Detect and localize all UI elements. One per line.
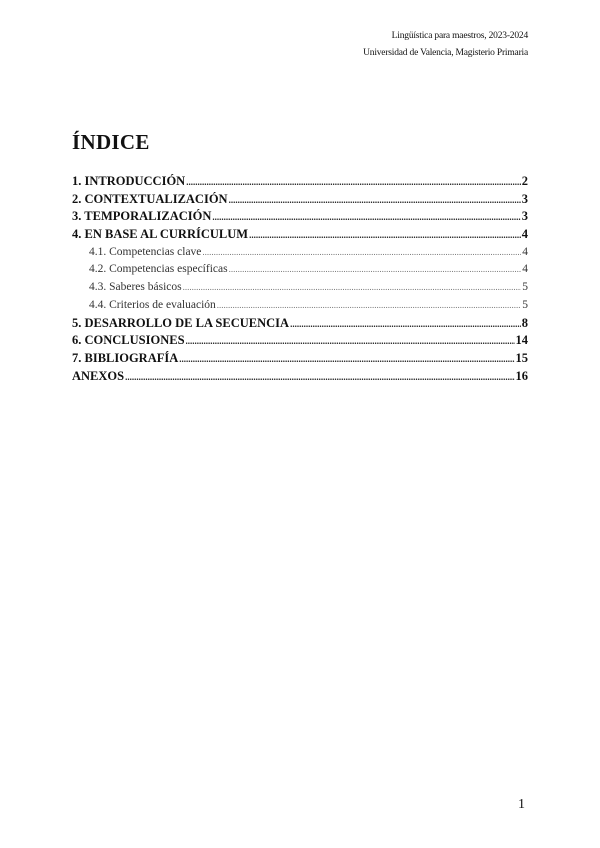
toc-entry-label: 3. TEMPORALIZACIÓN [72, 209, 212, 224]
toc-entry-introduccion[interactable] [72, 173, 528, 191]
header-course: Lingüística para maestros, 2023-2024 [391, 31, 528, 41]
toc-entry-anexos[interactable] [72, 368, 528, 386]
toc-entry-label: 4.1. Competencias clave [89, 245, 202, 258]
toc-dot-leader [217, 297, 521, 315]
header-institution: Universidad de Valencia, Magisterio Primaria [363, 48, 528, 58]
toc-entry-page: 3 [521, 191, 528, 206]
toc-entry-label: 6. CONCLUSIONES [72, 333, 185, 348]
toc-entry-bibliografia[interactable] [72, 350, 528, 368]
toc-entry-curriculum[interactable] [72, 226, 528, 244]
toc-entry-criterios-evaluacion[interactable] [72, 297, 528, 315]
toc-dot-leader [186, 333, 515, 351]
toc-entry-label: 4. EN BASE AL CURRÍCULUM [72, 227, 249, 242]
toc-entry-label: 4.3. Saberes básicos [89, 281, 182, 294]
toc-entry-label: 5. DESARROLLO DE LA SECUENCIA [72, 315, 290, 330]
table-of-contents [72, 173, 528, 385]
toc-dot-leader [212, 209, 520, 227]
toc-entry-competencias-especificas[interactable] [72, 261, 528, 279]
toc-dot-leader [229, 192, 521, 210]
toc-entry-page: 4 [522, 245, 528, 258]
toc-entry-competencias-clave[interactable] [72, 244, 528, 262]
toc-entry-page: 8 [521, 315, 528, 330]
toc-entry-saberes-basicos[interactable] [72, 279, 528, 297]
toc-dot-leader [186, 174, 521, 192]
toc-entry-page: 3 [521, 209, 528, 224]
toc-entry-label: 1. INTRODUCCIÓN [72, 174, 186, 188]
toc-dot-leader [229, 261, 522, 279]
toc-entry-page: 16 [515, 368, 528, 383]
toc-entry-page: 2 [521, 174, 528, 188]
page-title: ÍNDICE [72, 130, 150, 154]
toc-entry-desarrollo[interactable] [72, 315, 528, 333]
toc-entry-contextualizacion[interactable] [72, 191, 528, 209]
toc-entry-label: ANEXOS [72, 368, 125, 383]
page-header [363, 28, 528, 62]
toc-entry-temporalizacion[interactable] [72, 208, 528, 226]
toc-dot-leader [290, 316, 521, 334]
toc-entry-label: 7. BIBLIOGRAFÍA [72, 350, 179, 365]
toc-entry-page: 4 [521, 227, 528, 242]
toc-entry-page: 4 [522, 263, 528, 276]
toc-dot-leader [249, 227, 521, 245]
toc-entry-label: 2. CONTEXTUALIZACIÓN [72, 191, 228, 206]
toc-dot-leader [202, 244, 521, 262]
toc-entry-label: 4.2. Competencias específicas [89, 263, 228, 276]
toc-dot-leader [183, 279, 522, 297]
toc-dot-leader [179, 351, 514, 369]
toc-entry-label: 4.4. Criterios de evaluación [89, 298, 216, 311]
toc-entry-conclusiones[interactable] [72, 332, 528, 350]
toc-entry-page: 5 [522, 298, 528, 311]
page-number: 1 [518, 797, 525, 812]
toc-dot-leader [125, 369, 514, 387]
toc-entry-page: 5 [522, 281, 528, 294]
toc-entry-page: 14 [515, 333, 528, 348]
toc-entry-page: 15 [515, 350, 528, 365]
